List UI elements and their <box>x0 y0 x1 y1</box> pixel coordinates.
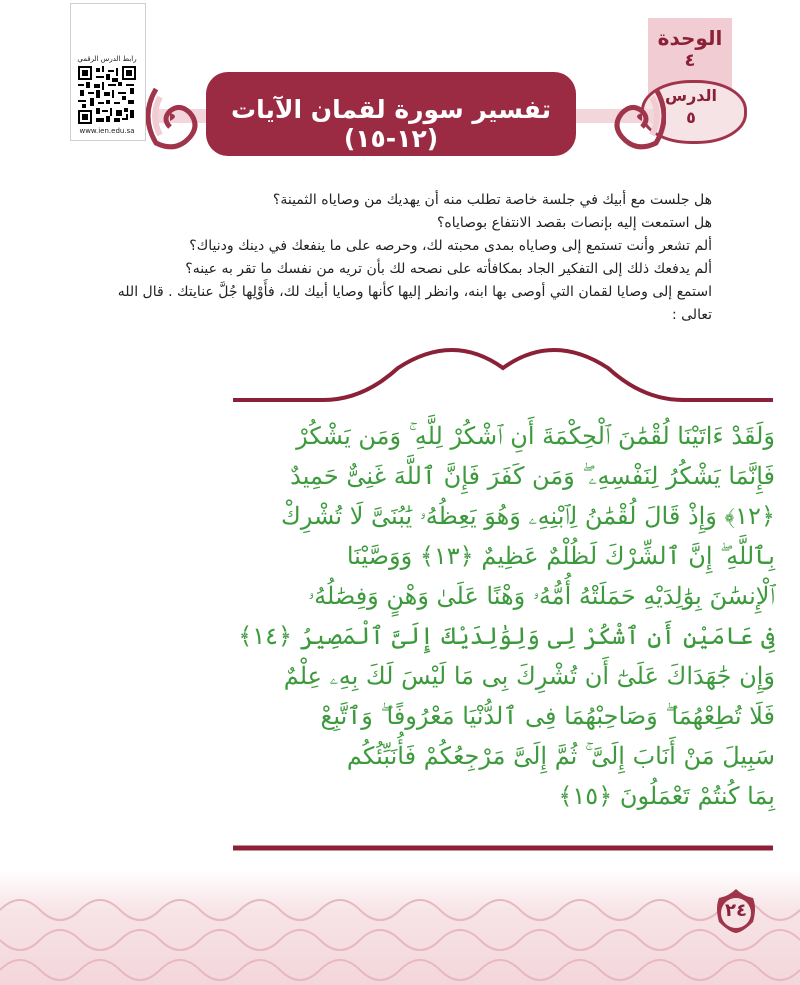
intro-line: تعالى : <box>671 307 712 323</box>
verse-line: ٱلْإِنسَٰنَ بِوَٰلِدَيْهِ حَمَلَتْهُ أُمُّهُۥ وَهْنًا عَلَىٰ وَهْنٍ وَفِصَٰلُهُۥ <box>308 582 775 610</box>
lesson-title: الدرس <box>664 86 718 105</box>
verse-line: فَإِنَّمَا يَشْكُرُ لِنَفْسِهِۦ ۖ وَمَن كَفَرَ فَإِنَّ ٱللَّهَ غَنِىٌّ حَمِيدٌ <box>290 462 775 490</box>
unit-number: ٤ <box>684 50 696 71</box>
verse-line: سَبِيلَ مَنْ أَنَابَ إِلَىَّ ۚ ثُمَّ إِلَىَّ مَرْجِعُكُمْ فَأُنَبِّئُكُم <box>346 742 775 770</box>
lesson-number: ٥ <box>686 108 696 127</box>
intro-line: هل استمعت إليه بإنصات بقصد الانتفاع بوصاياه؟ <box>436 215 712 231</box>
intro-line: ألم يدفعك ذلك إلى التفكير الجاد بمكافأته على نصحه لك بأن تريه من نفسك ما تقر به عينه؟ <box>185 261 712 277</box>
page-number: ٢٤ <box>725 900 747 921</box>
verse-line: ﴿١٢﴾ وَإِذْ قَالَ لُقْمَٰنُ لِٱبْنِهِۦ وَهُوَ يَعِظُهُۥ يَٰبُنَىَّ لَا تُشْرِكْ <box>280 502 775 530</box>
verse-line: بِٱللَّهِ ۖ إِنَّ ٱلشِّرْكَ لَظُلْمٌ عَظِيمٌ ﴿١٣﴾ وَوَصَّيْنَا <box>346 542 775 570</box>
verse-line: فَلَا تُطِعْهُمَا ۖ وَصَاحِبْهُمَا فِى ٱلدُّنْيَا مَعْرُوفًا ۖ وَٱتَّبِعْ <box>320 702 775 730</box>
intro-line: استمع إلى وصايا لقمان التي أوصى بها ابنه، وانظر إليها كأنها وصايا أبيك لك، فأَوْلِها جُلَّ عنايتك . قال الله <box>117 284 712 300</box>
verse-line: بِمَا كُنتُمْ تَعْمَلُونَ ﴿١٥﴾ <box>558 782 775 810</box>
intro-line: هل جلست مع أبيك في جلسة خاصة تطلب منه أن يهديك من وصاياه الثمينة؟ <box>272 192 712 208</box>
footer-pattern <box>0 870 800 985</box>
intro-line: ألم تشعر وأنت تستمع إلى وصاياه بمدى محبته لك، وحرصه على ما ينفعك في دينك ودنياك؟ <box>189 238 712 254</box>
page-title: تفسير سورة لقمان الآيات (١٢-١٥) <box>230 95 552 153</box>
verse-line: وَإِن جَٰهَدَاكَ عَلَىٰٓ أَن تُشْرِكَ بِى مَا لَيْسَ لَكَ بِهِۦ عِلْمٌ <box>283 662 775 690</box>
verse-line: فِى عَامَيْنِ أَنِ ٱشْكُرْ لِى وَلِوَٰلِدَيْكَ إِلَىَّ ٱلْمَصِيرُ ﴿١٤﴾ <box>238 622 775 650</box>
qr-label: رابط الدرس الرقمي <box>77 55 137 63</box>
qr-code-icon[interactable] <box>78 66 136 124</box>
verse-line: وَلَقَدْ ءَاتَيْنَا لُقْمَٰنَ ٱلْحِكْمَةَ أَنِ ٱشْكُرْ لِلَّهِ ۚ وَمَن يَشْكُرْ <box>296 422 775 450</box>
unit-title: الوحدة <box>657 26 723 50</box>
qr-url[interactable]: www.ien.edu.sa <box>79 127 135 135</box>
